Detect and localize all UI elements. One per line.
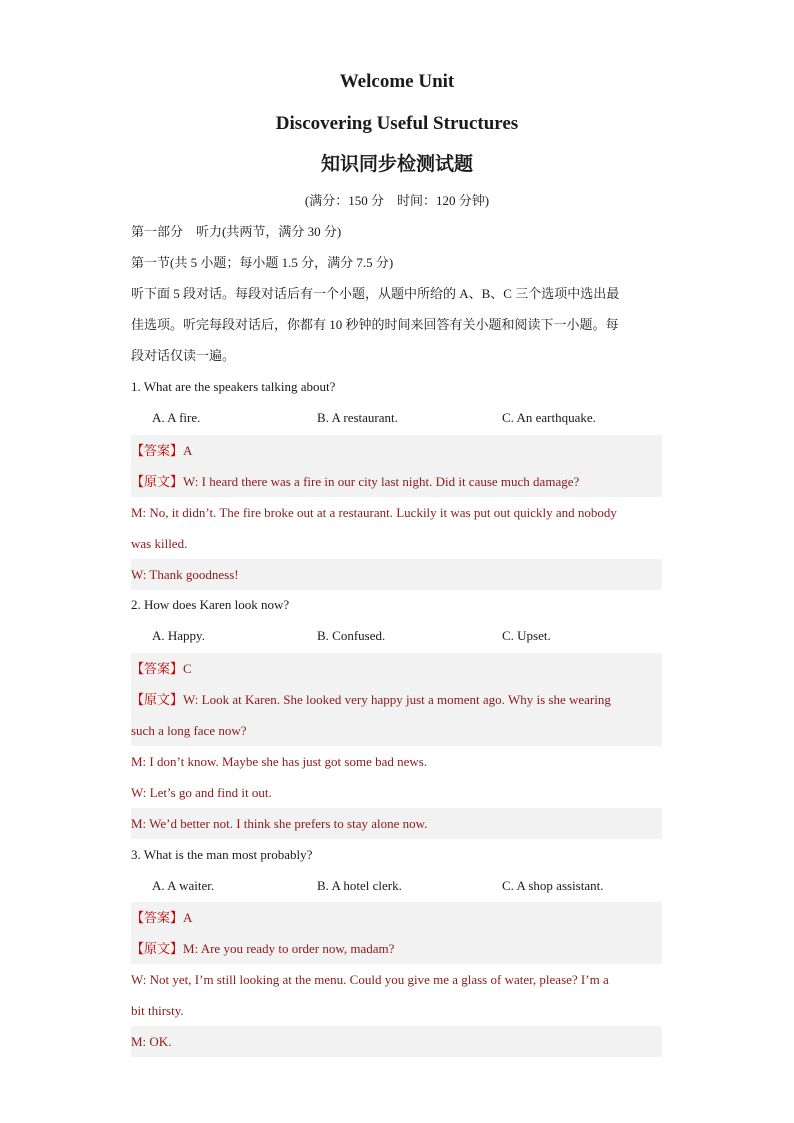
answer-value: A	[183, 443, 193, 458]
script-line: W: Let’s go and find it out.	[131, 785, 272, 800]
answer-tag: 【答案】	[131, 661, 184, 676]
answer-tag: 【答案】	[131, 443, 184, 458]
option-c: C. An earthquake.	[502, 410, 596, 425]
doc-subtitle: Discovering Useful Structures	[275, 113, 519, 134]
doc-title: Welcome Unit	[339, 71, 455, 92]
answer-line	[131, 902, 662, 933]
option-b: B. Confused.	[317, 628, 386, 643]
script-tag: 【原文】	[131, 692, 184, 707]
instructions-line: 段对话仅读一遍。	[131, 348, 236, 363]
script-line	[131, 933, 662, 964]
question-stem: 2. How does Karen look now?	[131, 597, 290, 612]
script-line: M: No, it didn’t. The fire broke out at a restaurant. Luckily it was put out quickly and nobody	[131, 505, 617, 520]
option-c: C. A shop assistant.	[502, 878, 604, 893]
section-heading: 第一节(共 5 小题；每小题 1.5 分，满分 7.5 分)	[131, 255, 394, 270]
question-stem: 3. What is the man most probably?	[131, 847, 313, 862]
instructions-line: 佳选项。听完每段对话后，你都有 10 秒钟的时间来回答有关小题和阅读下一小题。每	[131, 317, 619, 332]
script-line: M: We’d better not. I think she prefers to stay alone now.	[131, 808, 662, 839]
script-line: M: I don’t know. Maybe she has just got some bad news.	[131, 754, 428, 769]
doc-heading-cn: 知识同步检测试题	[320, 153, 473, 175]
option-b: B. A restaurant.	[317, 410, 398, 425]
answer-value: C	[183, 661, 192, 676]
script-line: such a long face now?	[131, 715, 662, 746]
instructions-line: 听下面 5 段对话。每段对话后有一个小题，从题中所给的 A、B、C 三个选项中选出最	[131, 286, 620, 301]
score-time-info: (满分：150 分 时间：120 分钟)	[304, 193, 490, 208]
script-tag: 【原文】	[131, 474, 184, 489]
script-text: W: I heard there was a fire in our city last night. Did it cause much damage?	[183, 474, 580, 489]
option-a: A. Happy.	[152, 628, 205, 643]
script-line	[131, 684, 662, 715]
answer-value: A	[183, 910, 193, 925]
script-line: M: OK.	[131, 1026, 662, 1057]
answer-tag: 【答案】	[131, 910, 184, 925]
script-line: W: Not yet, I’m still looking at the menu. Could you give me a glass of water, please? I’m a	[131, 972, 609, 987]
script-text: W: Look at Karen. She looked very happy just a moment ago. Why is she wearing	[183, 692, 611, 707]
script-line: was killed.	[131, 536, 188, 551]
answer-line	[131, 435, 662, 466]
option-b: B. A hotel clerk.	[317, 878, 402, 893]
option-a: A. A waiter.	[152, 878, 215, 893]
answer-line	[131, 653, 662, 684]
script-line: W: Thank goodness!	[131, 559, 662, 590]
script-line: bit thirsty.	[131, 1003, 184, 1018]
script-line	[131, 466, 662, 497]
part-heading: 第一部分 听力(共两节，满分 30 分)	[131, 224, 342, 239]
option-a: A. A fire.	[152, 410, 201, 425]
option-c: C. Upset.	[502, 628, 551, 643]
script-tag: 【原文】	[131, 941, 184, 956]
question-stem: 1. What are the speakers talking about?	[131, 379, 336, 394]
script-text: M: Are you ready to order now, madam?	[183, 941, 395, 956]
